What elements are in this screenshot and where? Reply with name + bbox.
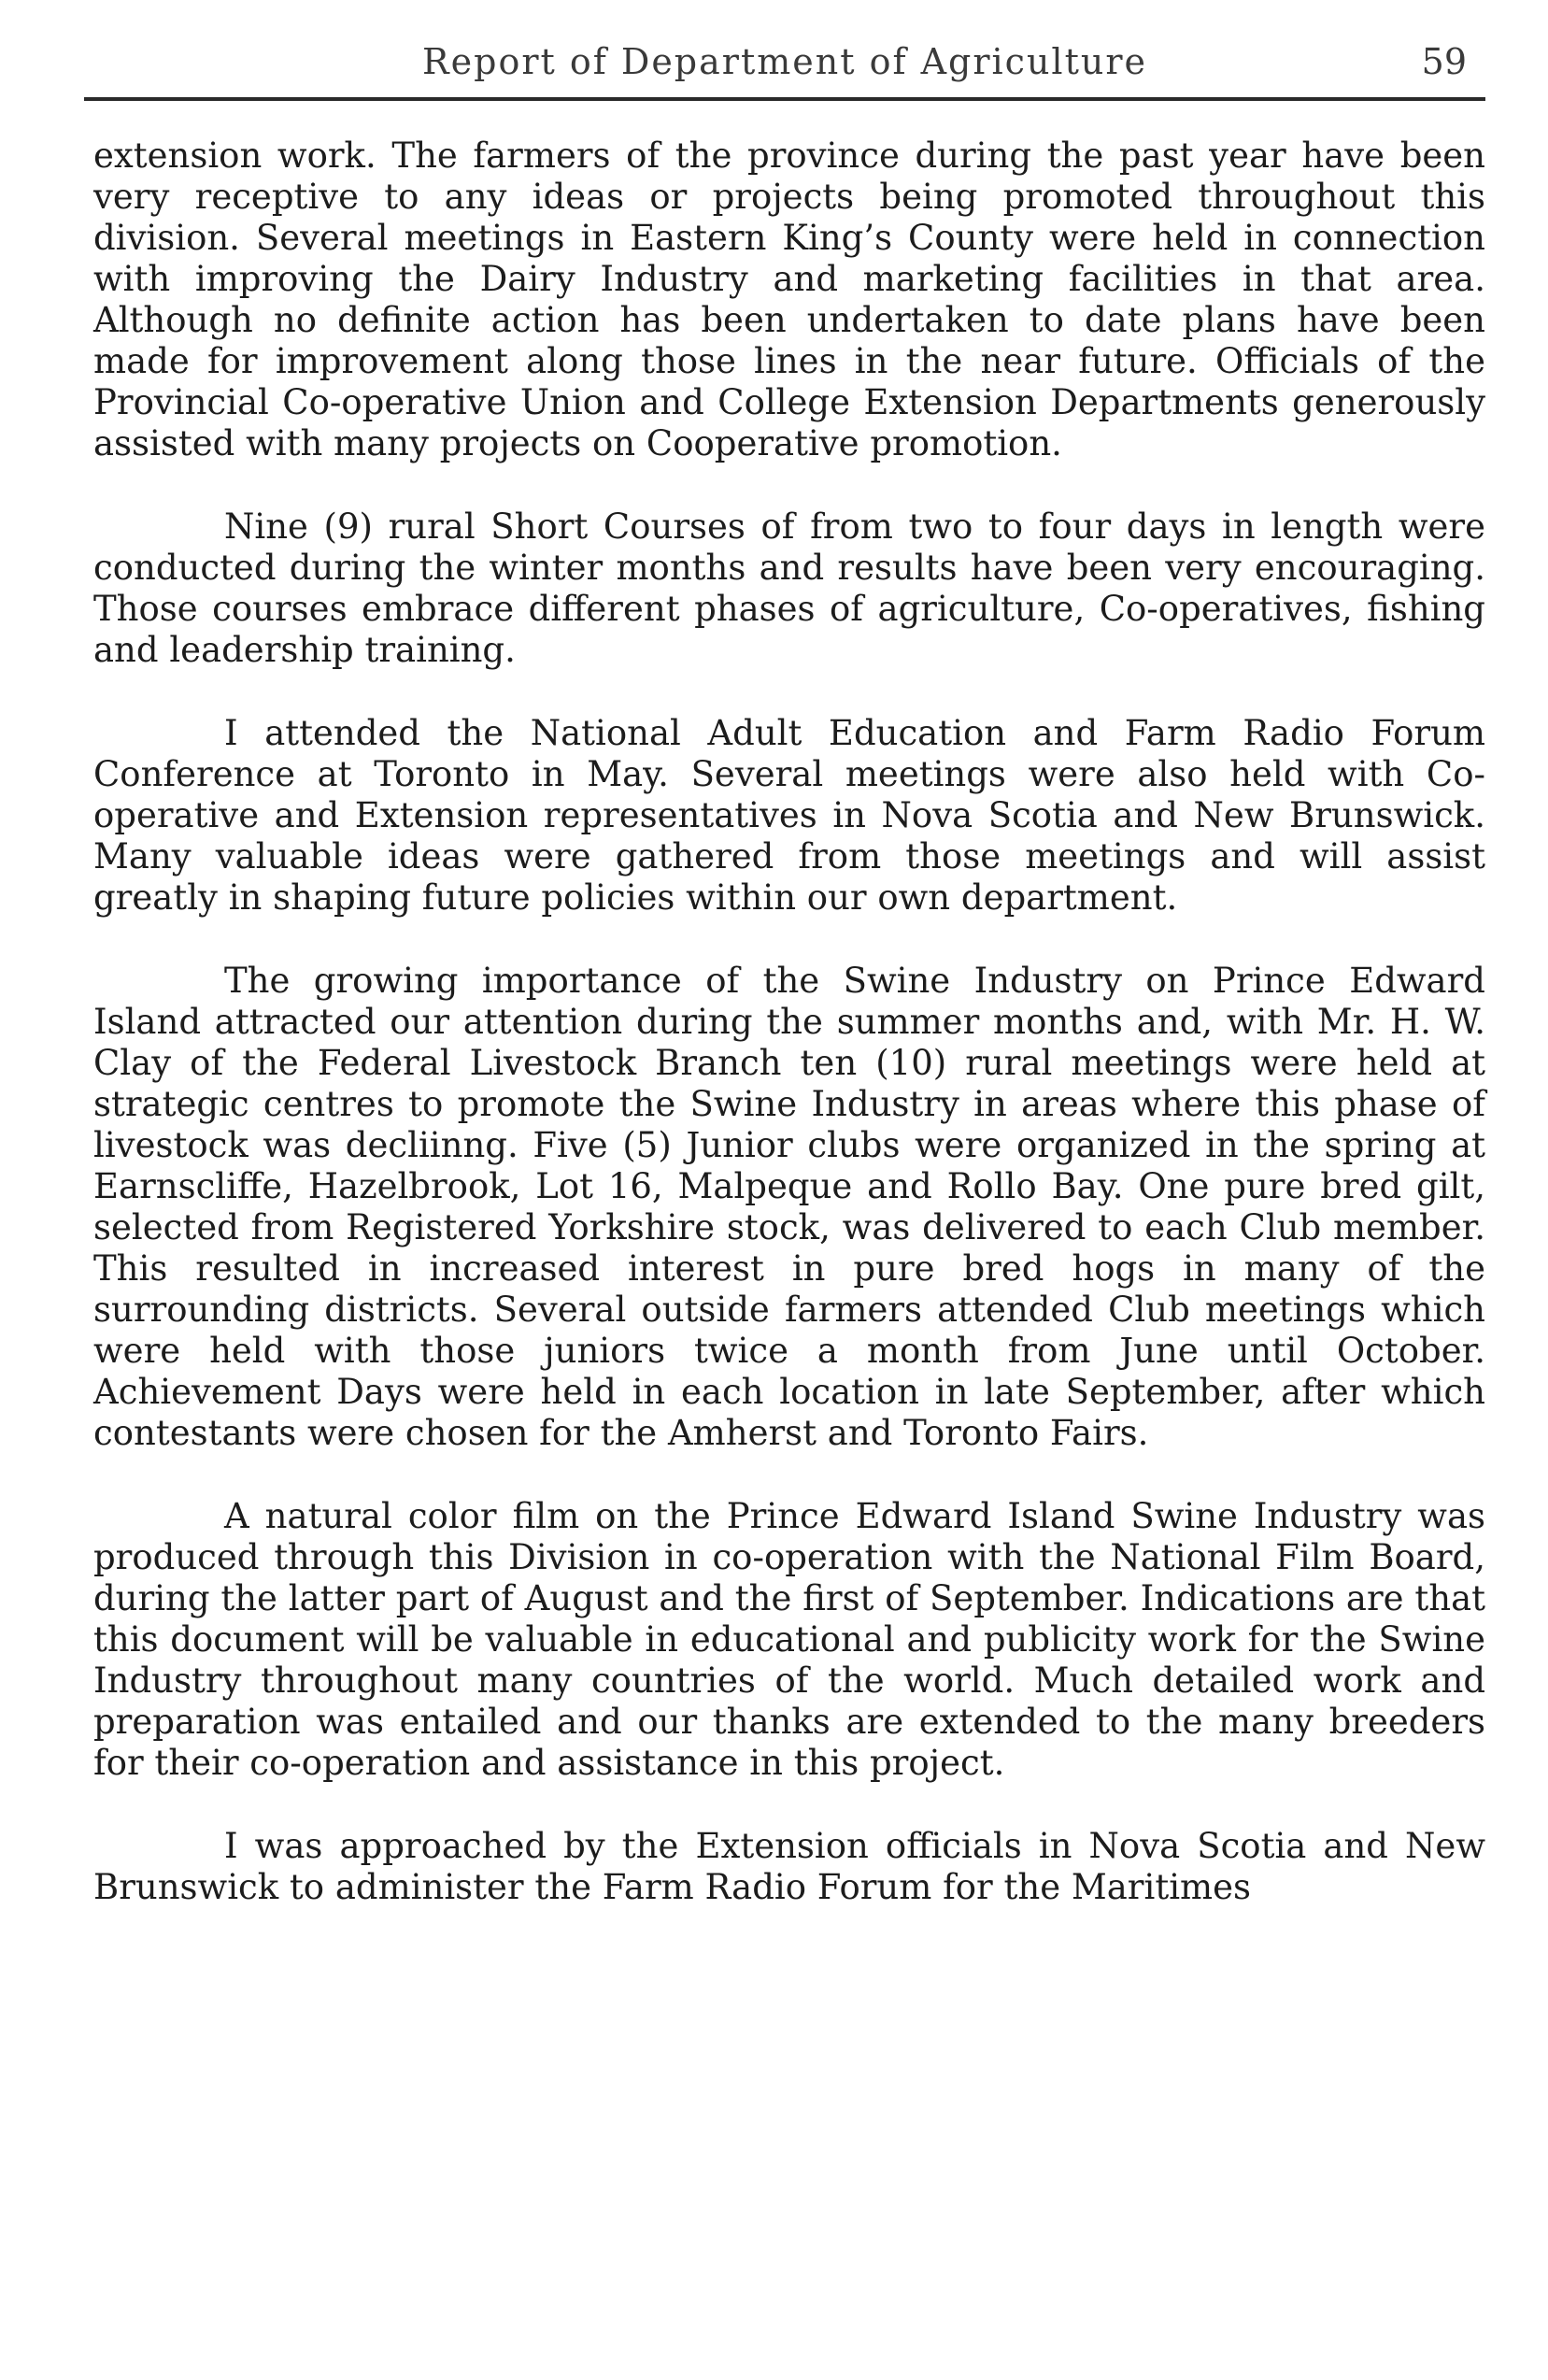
paragraph-short-courses: Nine (9) rural Short Courses of from two to four days in length were conducted during the winter months and results have been very encouraging. Those courses embrace different phases of agriculture, Co-operatives, fishing and leadership training. [93, 506, 1485, 670]
running-header [84, 34, 1485, 90]
header-rule [84, 97, 1485, 101]
body-text [93, 135, 1485, 1950]
paragraph-swine-industry: The growing importance of the Swine Industry on Prince Edward Island attracted our attention during the summer months and, with Mr. H. W. Clay of the Federal Livestock Branch ten (10) rural meetings were held at strategic centres to promote the Swine Industry in areas where this phase of livestock was decliinng. Five (5) Junior clubs were organized in the spring at Earnscliffe, Hazelbrook, Lot 16, Malpeque and Rollo Bay. One pure bred gilt, selected from Registered Yorkshire stock, was delivered to each Club member. This resulted in increased interest in pure bred hogs in many of the surrounding districts. Several outside farmers attended Club meetings which were held with those juniors twice a month from June until October. Achievement Days were held in each location in late September, after which contestants were chosen for the Amherst and Toronto Fairs. [93, 961, 1485, 1453]
paragraph-radio-forum: I was approached by the Extension officials in Nova Scotia and New Brunswick to administer the Farm Radio Forum for the Maritimes [93, 1826, 1485, 1907]
page-number: 59 [1421, 41, 1467, 82]
paragraph-extension-work: extension work. The farmers of the province during the past year have been very receptive to any ideas or projects being promoted throughout this division. Several meetings in Eastern King’s County were held in connection with improving the Dairy Industry and marketing facilities in that area. Although no definite action has been undertaken to date plans have been made for improvement along those lines in the near future. Officials of the Provincial Co-operative Union and College Extension Departments generously assisted with many projects on Cooperative promotion. [93, 135, 1485, 463]
running-title: Report of Department of Agriculture [422, 41, 1147, 82]
paragraph-color-film: A natural color film on the Prince Edward Island Swine Industry was produced through this Division in co-operation with the National Film Board, during the latter part of August and the first of September. Indications are that this document will be valuable in educational and publicity work for the Swine Industry throughout many countries of the world. Much detailed work and preparation was entailed and our thanks are extended to the many breeders for their co-operation and assistance in this project. [93, 1496, 1485, 1783]
paragraph-conference: I attended the National Adult Education and Farm Radio Forum Conference at Toronto in May. Several meetings were also held with Co-operative and Extension representatives in Nova Scotia and New Brunswick. Many valuable ideas were gathered from those meetings and will assist greatly in shaping future policies within our own department. [93, 713, 1485, 918]
